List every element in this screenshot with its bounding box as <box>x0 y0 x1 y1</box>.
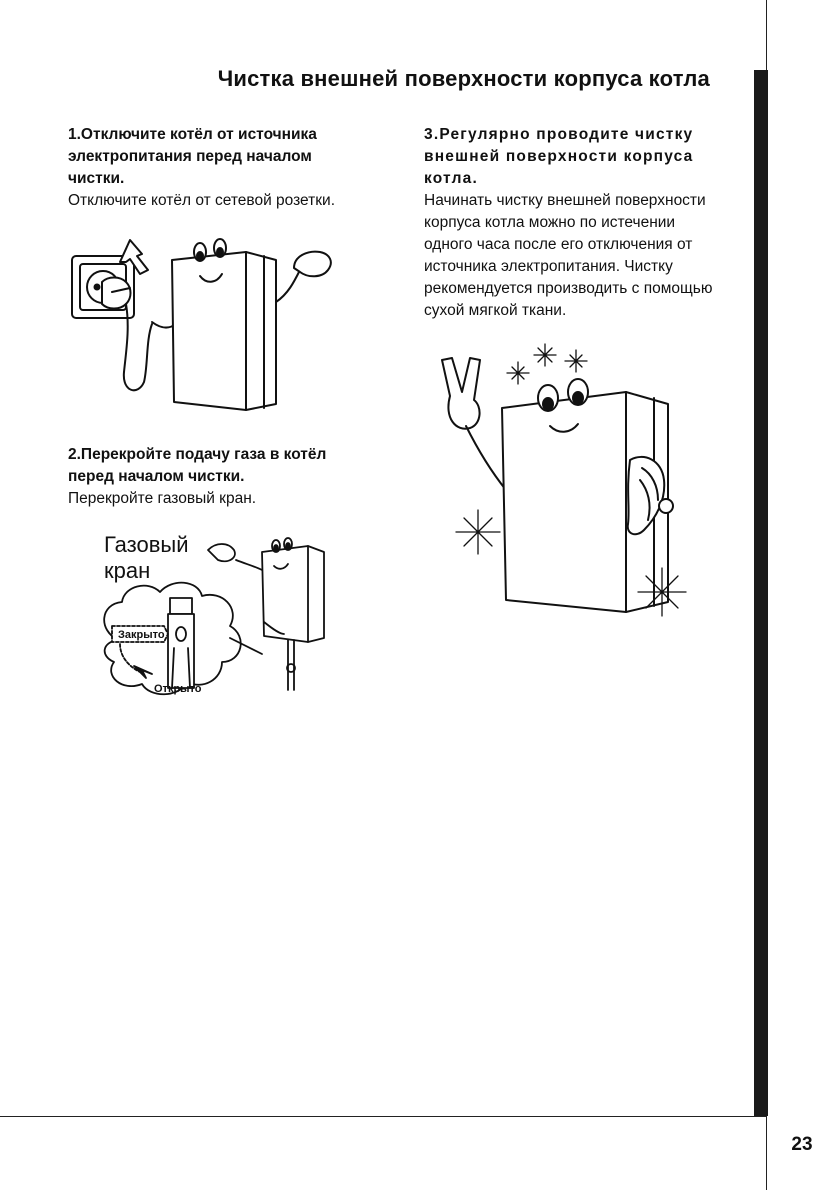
valve-open-label: Открыто <box>154 683 202 695</box>
section-clean-surface <box>424 124 724 322</box>
section-body: Отключите котёл от сетевой розетки. <box>68 192 336 209</box>
section-close-gas <box>68 444 368 510</box>
page-title: Чистка внешней поверхности корпуса котла <box>217 66 710 91</box>
valve-closed-label: Закрыто <box>118 629 165 641</box>
section-heading: 3.Регулярно проводите чистку внешней поверхности корпуса котла. <box>424 126 694 187</box>
unplug-illustration <box>68 232 358 422</box>
gas-valve-illustration <box>98 530 338 730</box>
section-unplug <box>68 124 368 212</box>
section-body: Начинать чистку внешней поверхности корпуса котла можно по истечении одного часа после его отключения от источника электропитания. Чистку рекомендуется производить с помощью сухой мягкой ткани. <box>424 192 713 319</box>
gas-valve-label-line2: кран <box>104 558 151 583</box>
footer-rule <box>0 1116 767 1117</box>
page-number: 23 <box>791 1134 813 1155</box>
cleaning-illustration <box>430 340 700 640</box>
section-body: Перекройте газовый кран. <box>68 490 257 507</box>
section-heading: 1.Отключите котёл от источника электропитания перед началом чистки. <box>68 126 317 187</box>
section-heading: 2.Перекройте подачу газа в котёл перед началом чистки. <box>68 446 327 485</box>
side-thumb-bar <box>754 70 768 1116</box>
gas-valve-label-line1: Газовый <box>104 532 189 557</box>
